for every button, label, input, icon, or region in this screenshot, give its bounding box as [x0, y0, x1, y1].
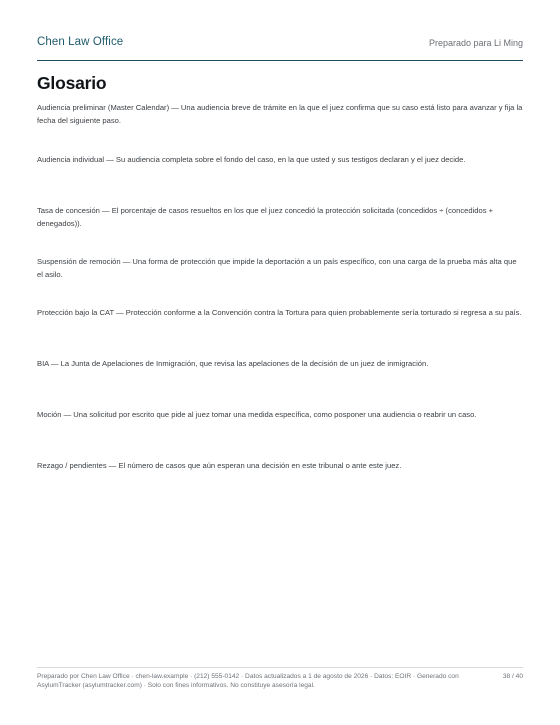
glossary-entry: Moción — Una solicitud por escrito que pide al juez tomar una medida específica, como posponer una audiencia o reabrir un caso. — [37, 410, 477, 419]
glossary-entry: Tasa de concesión — El porcentaje de casos resueltos en los que el juez concedió la protección solicitada (concedidos ÷ (concedidos + denegados)). — [37, 206, 494, 228]
glossary-entry: BIA — La Junta de Apelaciones de Inmigración, que revisa las apelaciones de la decisión de un juez de inmigración. — [37, 359, 429, 368]
footer-disclaimer: Preparado por Chen Law Office · chen-law.example · (212) 555-0142 · Datos actualizados a 1 de agosto de 2026 · Datos: EOIR · Generado con AsylumTracker (asylumtracker.com) · Solo con fines informativos. No constituye asesoría legal. — [37, 673, 459, 689]
page-number: 38 / 40 — [502, 673, 523, 680]
page-header — [37, 36, 523, 61]
page-footer — [37, 667, 523, 690]
glossary-entry: Audiencia individual — Su audiencia completa sobre el fondo del caso, en la que usted y sus testigos declaran y el juez decide. — [37, 155, 466, 164]
glossary-entry: Protección bajo la CAT — Protección conforme a la Convención contra la Tortura para quien probablemente sería torturado si regresa a su país. — [37, 308, 522, 317]
glossary-entry: Rezago / pendientes — El número de casos que aún esperan una decisión en este tribunal o ante este juez. — [37, 461, 402, 470]
firm-name: Chen Law Office — [37, 36, 124, 48]
glossary-entry: Audiencia preliminar (Master Calendar) — Una audiencia breve de trámite en la que el juez confirma que su caso está listo para avanzar y fija la fecha del siguiente paso. — [37, 103, 523, 125]
prepared-for-label: Preparado para Li Ming — [428, 38, 523, 48]
page-title: Glosario — [37, 73, 107, 93]
glossary-entry: Suspensión de remoción — Una forma de protección que impide la deportación a un país específico, con una carga de la prueba más alta que el asilo. — [37, 257, 517, 279]
